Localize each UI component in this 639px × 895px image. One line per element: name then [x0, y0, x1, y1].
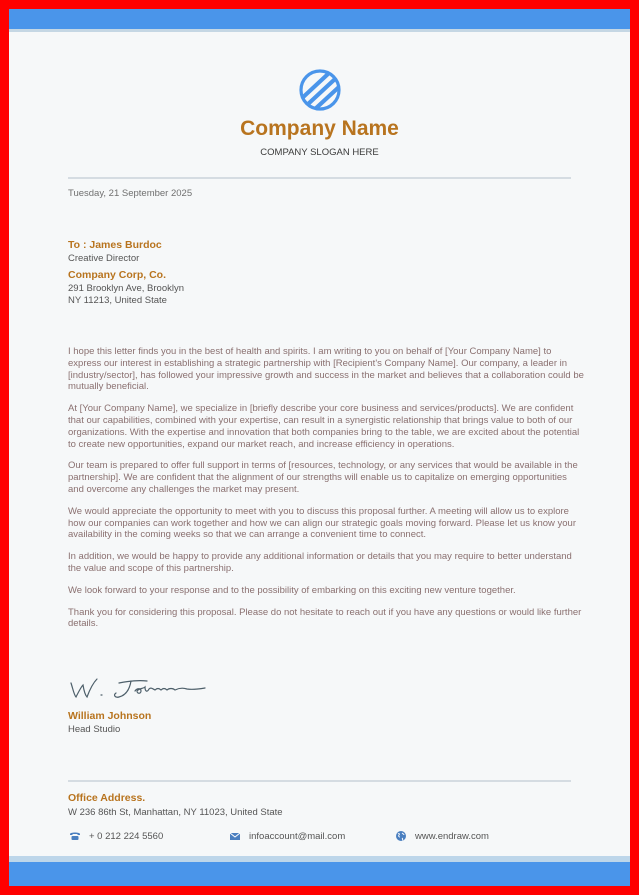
footer-band: [9, 862, 630, 886]
header-band: [9, 9, 630, 29]
header-band-line: [9, 29, 630, 32]
body-paragraph: I hope this letter finds you in the best of health and spirits. I am writing to you on behalf of [Your Company Name] to express our interest in establishing a strategic partnership with [Recipient's Company Name]. Our company, a leader in [industry/sector], has followed your impressive growth and success in the market and believes that a collaboration could be mutually beneficial.: [68, 346, 584, 393]
phone-icon: [69, 830, 81, 842]
company-slogan: COMPANY SLOGAN HERE: [260, 147, 379, 158]
envelope-icon: [229, 830, 241, 842]
contact-phone-text: + 0 212 224 5560: [89, 830, 164, 842]
recipient-title: Creative Director: [68, 253, 140, 264]
contact-website[interactable]: [395, 830, 489, 842]
recipient-company: Company Corp, Co.: [68, 269, 167, 281]
signer-role: Head Studio: [68, 724, 121, 735]
footer-divider: [68, 780, 571, 782]
body-paragraph: Thank you for considering this proposal. Please do not hesitate to reach out if you have any questions or would like further details.: [68, 606, 582, 630]
header-divider: [68, 177, 571, 179]
body-paragraph: We would appreciate the opportunity to meet with you to discuss this proposal further. A meeting will allow us to explore how our companies can work together and how we can align our strategic goals moving forward. Please let us know your availability in the coming weeks so that we can arrange a convenient time to connect.: [68, 505, 576, 541]
contact-email[interactable]: [229, 830, 345, 842]
letter-page: [9, 9, 630, 886]
body-paragraph: We look forward to your response and to the possibility of embarking on this exciting new venture together.: [68, 584, 516, 596]
contact-website-text[interactable]: www.endraw.com: [415, 830, 489, 842]
body-paragraph: Our team is prepared to offer full support in terms of [resources, technology, or any services that would be available in the partnership]. We are confident that the alignment of our strengths will enable us to capitalize on emerging opportunities and overcome any challenges the market may present.: [68, 460, 578, 495]
globe-icon: [395, 830, 407, 842]
office-address-title: Office Address.: [68, 792, 146, 804]
signer-name: William Johnson: [68, 710, 152, 722]
company-name: Company Name: [240, 117, 399, 140]
contact-email-text[interactable]: infoaccount@mail.com: [249, 830, 346, 842]
recipient-address-line1: 291 Brooklyn Ave, Brooklyn: [68, 283, 185, 294]
striped-circle-logo-icon: [298, 68, 342, 112]
contact-phone: [69, 830, 163, 842]
body-paragraph: At [Your Company Name], we specialize in [briefly describe your core business and services/products]. We are confident that our capabilities, combined with your expertise, can result in a synergistic relationship that brings value to both of our organizations. With the expertise and innovation that both companies bring to the table, we are excited about the potential to create new opportunities, expand our market reach, and increase efficiency in operations.: [68, 403, 580, 450]
letter-body: [68, 346, 584, 640]
recipient-name: To : James Burdoc: [68, 239, 162, 251]
recipient-address-line2: NY 11213, United State: [68, 295, 167, 306]
letter-date: Tuesday, 21 September 2025: [68, 188, 193, 199]
office-address: W 236 86th St, Manhattan, NY 11023, United State: [68, 807, 283, 818]
handwritten-signature-icon: [67, 673, 207, 701]
body-paragraph: In addition, we would be happy to provide any additional information or details that you may require to better understand the value and scope of this partnership.: [68, 551, 572, 574]
recipient-address: [68, 283, 184, 307]
